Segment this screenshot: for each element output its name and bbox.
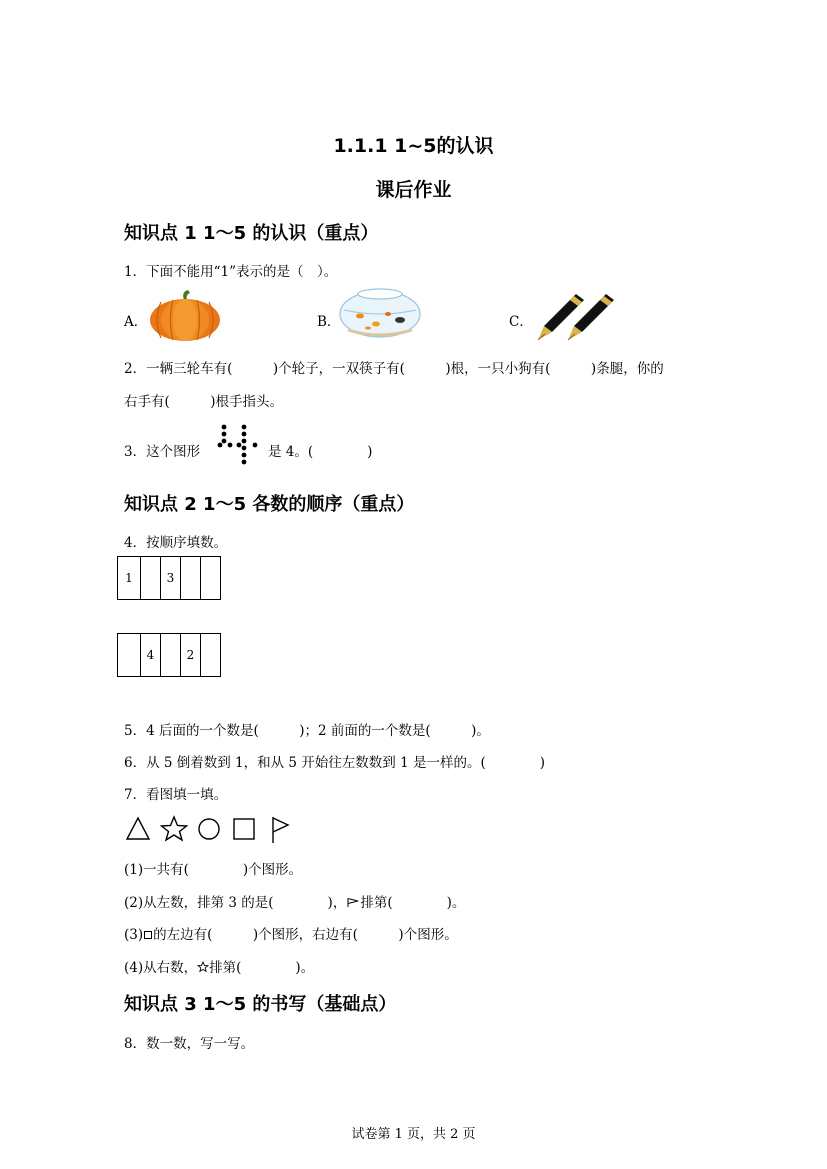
number-sequence-row-1 [117, 556, 221, 600]
option-a-label: A． [124, 314, 148, 330]
sequence-cell[interactable] [118, 634, 141, 676]
square-icon [143, 930, 153, 940]
question-7-sub-4-start: (4)从右数， [124, 960, 198, 976]
section-heading-1: 知识点 1 1～5 的认识（重点） [124, 223, 379, 244]
section-heading-3: 知识点 3 1～5 的书写（基础点） [124, 994, 397, 1015]
sequence-cell[interactable] [201, 557, 221, 599]
sequence-cell[interactable]: 4 [141, 634, 161, 676]
question-6-text: 6．从 5 倒着数到 1，和从 5 开始往左数数到 1 是一样的。( ) [124, 755, 546, 771]
square-icon [234, 819, 254, 839]
question-3-prefix: 3．这个图形 [124, 444, 201, 460]
question-2-line-1: 2．一辆三轮车有( )个轮子，一双筷子有( )根，一只小狗有( )条腿，你的 [124, 361, 664, 377]
question-5-text: 5．4 后面的一个数是( )；2 前面的一个数是( )。 [124, 723, 490, 739]
sequence-cell[interactable] [201, 634, 221, 676]
flag-icon [346, 897, 360, 908]
option-b-label: B． [317, 314, 341, 330]
sequence-cell[interactable] [181, 557, 201, 599]
page-footer: 试卷第 1 页，共 2 页 [351, 1127, 476, 1142]
question-7-sub-3-end: 的左边有( )个图形，右边有( )个图形。 [153, 927, 458, 943]
page-title: 1.1.1 1~5的认识 [333, 135, 494, 157]
question-7-sub-4 [124, 956, 314, 976]
section-heading-2: 知识点 2 1～5 各数的顺序（重点） [124, 494, 415, 515]
question-7-sub-2-end: 排第( )。 [360, 895, 466, 911]
pumpkin-icon [148, 290, 222, 342]
question-7-text: 7．看图填一填。 [124, 787, 228, 803]
option-c-label: C． [509, 314, 533, 330]
sequence-cell[interactable] [141, 557, 161, 599]
question-1-text: 1．下面不能用“1”表示的是（ ）。 [124, 264, 338, 280]
shape-row [124, 815, 294, 845]
question-3-suffix: 是 4。( ) [268, 444, 373, 460]
question-4-text: 4．按顺序填数。 [124, 535, 228, 551]
question-7-sub-4-end: 排第( )。 [209, 960, 315, 976]
question-7-sub-3-start: (3) [124, 927, 144, 943]
question-7-sub-2 [124, 891, 465, 911]
question-7-sub-1: (1)一共有( )个图形。 [124, 862, 303, 878]
question-7-sub-2-start: (2)从左数，排第 3 的是( )， [124, 895, 347, 911]
star-icon [162, 817, 187, 840]
question-8-text: 8．数一数，写一写。 [124, 1036, 255, 1052]
star-icon [197, 961, 209, 973]
question-7-sub-3 [124, 923, 458, 943]
question-2-line-2: 右手有( )根手指头。 [124, 394, 284, 410]
sequence-cell[interactable] [161, 634, 181, 676]
fish-bowl-icon [338, 286, 422, 338]
circle-icon [199, 819, 219, 839]
sequence-cell[interactable]: 1 [118, 557, 141, 599]
fountain-pens-icon [532, 290, 618, 342]
number-sequence-row-2 [117, 633, 221, 677]
dot-pattern-icon [215, 423, 261, 469]
triangle-icon [127, 818, 149, 839]
flag-icon [273, 817, 288, 843]
sequence-cell[interactable]: 3 [161, 557, 181, 599]
page-subtitle: 课后作业 [375, 179, 452, 201]
sequence-cell[interactable]: 2 [181, 634, 201, 676]
